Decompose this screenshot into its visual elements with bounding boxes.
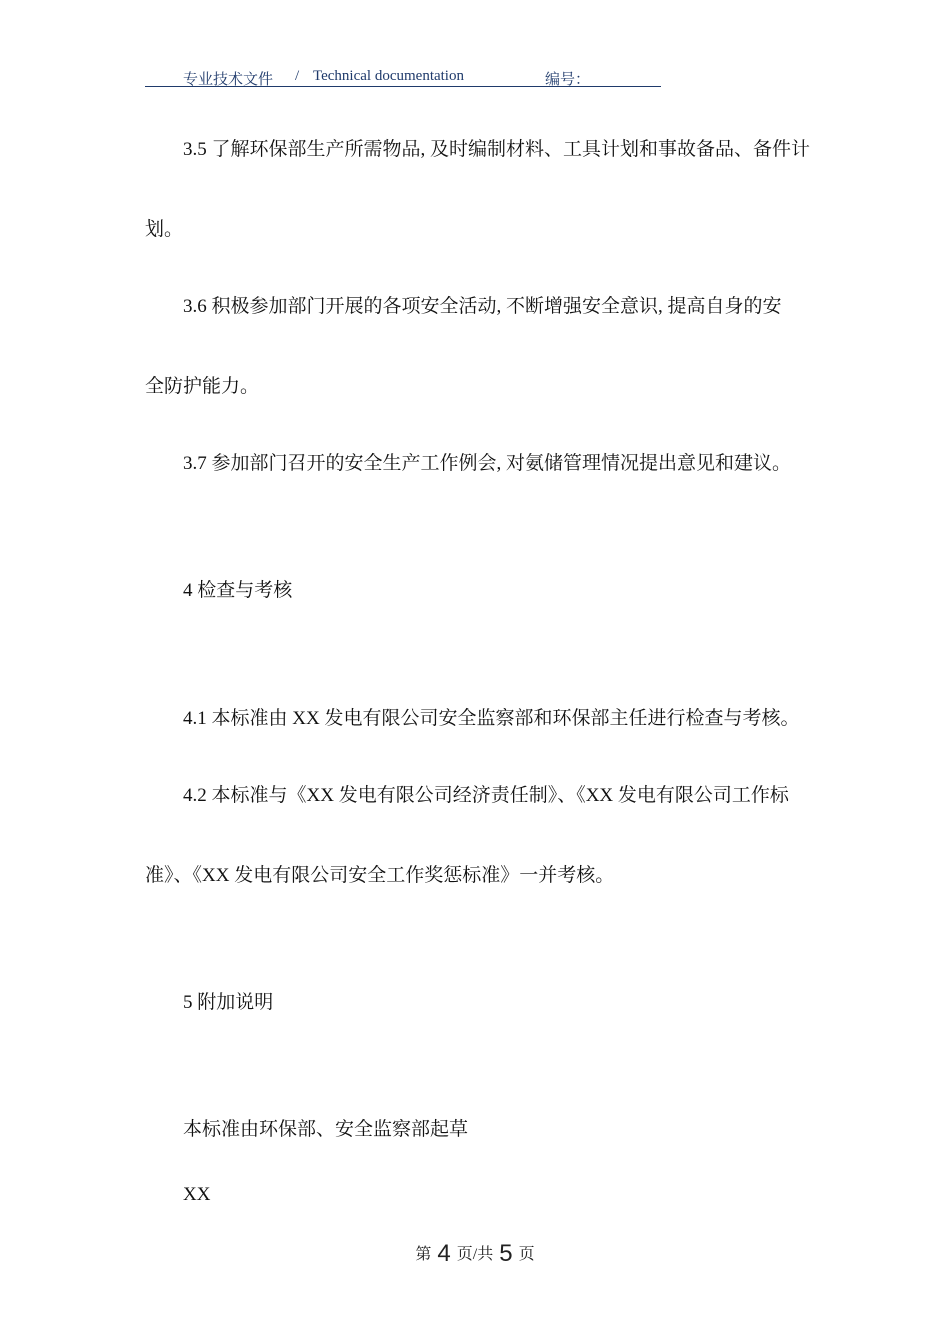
paragraph-4-1-line-1: 4.1 本标准由 XX 发电有限公司安全监察部和环保部主任进行检查与考核。 [183, 708, 800, 729]
paragraph-3-6-line-1: 3.6 积极参加部门开展的各项安全活动, 不断增强安全意识, 提高自身的安 [183, 296, 782, 317]
footer-current-page: 4 [437, 1240, 451, 1267]
section-5-heading: 5 附加说明 [183, 992, 274, 1013]
drafted-by-note: 本标准由环保部、安全监察部起草 [183, 1119, 469, 1140]
signature-text: XX [183, 1184, 211, 1205]
header-title-zh: 专业技术文件 [183, 72, 274, 88]
footer-middle: 页/共 [456, 1246, 494, 1263]
header-separator: / [295, 68, 300, 84]
page-footer [0, 1240, 950, 1268]
paragraph-4-2-line-1: 4.2 本标准与《XX 发电有限公司经济责任制》、《XX 发电有限公司工作标 [183, 785, 789, 806]
paragraph-3-6-line-2: 全防护能力。 [145, 376, 260, 397]
paragraph-3-5-line-1: 3.5 了解环保部生产所需物品, 及时编制材料、工具计划和事故备品、备件计 [183, 139, 811, 160]
section-4-heading: 4 检查与考核 [183, 580, 293, 601]
paragraph-3-7-line-1: 3.7 参加部门召开的安全生产工作例会, 对氨储管理情况提出意见和建议。 [183, 453, 792, 474]
footer-prefix: 第 [415, 1246, 432, 1263]
header-title-en: Technical documentation [313, 68, 464, 84]
footer-suffix: 页 [518, 1246, 535, 1263]
paragraph-3-5-line-2: 划。 [145, 219, 184, 240]
page-header [145, 66, 661, 87]
header-number-label: 编号： [545, 72, 591, 88]
footer-total-pages: 5 [499, 1240, 513, 1267]
paragraph-4-2-line-2: 准》、《XX 发电有限公司安全工作奖惩标准》一并考核。 [145, 865, 615, 886]
